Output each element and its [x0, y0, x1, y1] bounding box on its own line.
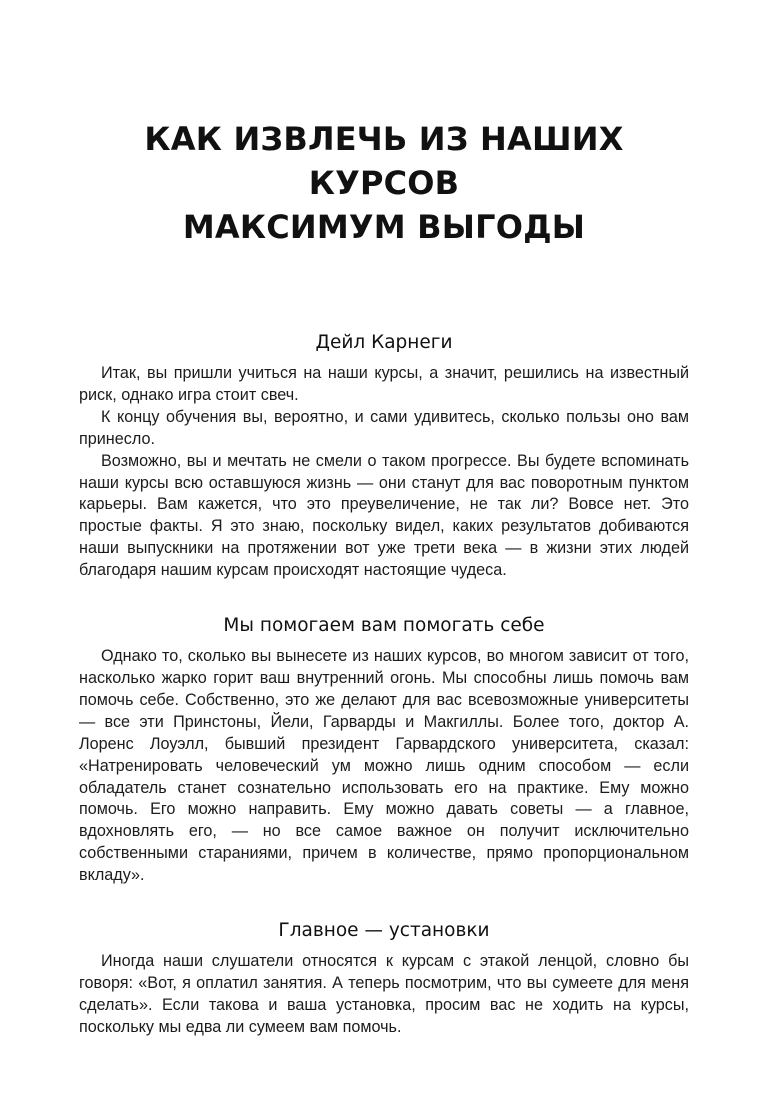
- book-page: [0, 117, 759, 1117]
- section-attitude: [79, 918, 689, 1039]
- section-heading-attitude: Главное — установки: [278, 920, 490, 942]
- section-heading-help: Мы помогаем вам помогать себе: [223, 615, 545, 637]
- paragraph: Возможно, вы и мечтать не смели о таком прогрессе. Вы будете вспоминать наши курсы всю оставшуюся жизнь — они станут для вас поворотным пунктом карьеры. Вам кажется, что это преувеличение, не так ли? Вовсе нет. Это простые факты. Я это знаю, поскольку видел, каких результатов добиваются наши выпускники на протяжении вот уже трети века — в жизни этих людей благодаря нашим курсам происходят настоящие чудеса.: [79, 451, 689, 580]
- paragraph: Иногда наши слушатели относятся к курсам с этакой ленцой, словно бы говоря: «Вот, я оплатил занятия. А теперь посмотрим, что вы сумеете для меня сделать». Если такова и ваша установка, просим вас не ходить на курсы, поскольку мы едва ли сумеем вам помочь.: [79, 952, 689, 1036]
- section-body: [79, 951, 689, 1039]
- paragraph: К концу обучения вы, вероятно, и сами удивитесь, сколько пользы оно вам принесло.: [79, 407, 689, 448]
- page-title: [79, 117, 689, 249]
- paragraph: Итак, вы пришли учиться на наши курсы, а значит, решились на известный риск, однако игра стоит свеч.: [79, 364, 689, 404]
- page-title-line-2: МАКСИМУМ ВЫГОДЫ: [182, 208, 586, 246]
- page-title-line-1: КАК ИЗВЛЕЧЬ ИЗ НАШИХ КУРСОВ: [144, 120, 624, 202]
- section-dale-carnegie: [79, 330, 689, 582]
- section-heading-author: Дейл Карнеги: [315, 332, 453, 353]
- paragraph: Однако то, сколько вы вынесете из наших курсов, во многом зависит от того, насколько жарко горит ваш внутренний огонь. Мы способны лишь помочь вам помочь себе. Собственно, это же делают для вас всевозможные университеты — все эти Принстоны, Йели, Гарварды и Макгиллы. Более того, доктор А. Лоренс Лоуэлл, бывший президент Гарвардского университета, сказал: «Натренировать человеческий ум можно лишь одним способом — если обладатель станет сознательно использовать его на практике. Ему можно помочь. Его можно направить. Ему можно давать советы — а главное, вдохновлять его, — но все самое важное он получит исключительно собственными стараниями, причем в количестве, прямо пропорциональном вкладу».: [79, 647, 689, 885]
- section-body: [79, 363, 689, 582]
- section-body: [79, 646, 689, 887]
- section-help-yourself: [79, 613, 689, 887]
